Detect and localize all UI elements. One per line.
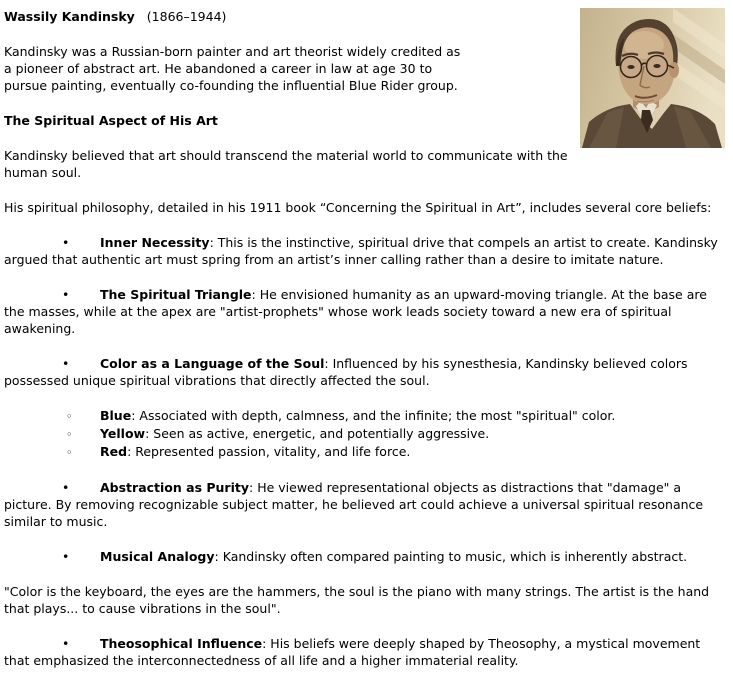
artist-name: Wassily Kandinsky (4, 9, 135, 24)
bullet-term: Inner Necessity (100, 235, 210, 250)
sub-bullet-term: Blue (100, 408, 132, 423)
bullet-term: Musical Analogy (100, 549, 215, 564)
bullet-marker-icon: • (62, 287, 70, 302)
bullet-text: : Influenced by his synesthesia, Kandinsky believed colors possessed unique spiritual vibrations that directly affected the soul. (4, 356, 688, 388)
section-heading: The Spiritual Aspect of His Art (4, 113, 218, 128)
sub-bullet-text: : Associated with depth, calmness, and the infinite; the most "spiritual" color. (131, 408, 616, 423)
sub-bullet-item-blue (4, 407, 727, 425)
bullet-term: Abstraction as Purity (100, 480, 250, 495)
bullet-marker-icon: • (62, 356, 70, 371)
bullet-term: Theosophical Influence (100, 636, 263, 651)
bullet-text: : He envisioned humanity as an upward-moving triangle. At the base are the masses, while at the apex are "artist-prophets" whose work leads society toward a new era of spiritual awakening. (4, 287, 707, 336)
bullet-text: : Kandinsky often compared painting to music, which is inherently abstract. (214, 549, 688, 564)
sub-bullet-text: : Represented passion, vitality, and life force. (127, 444, 411, 459)
sub-bullet-marker-icon: ◦ (66, 410, 73, 423)
bullet-text: : His beliefs were deeply shaped by Theosophy, a mystical movement that emphasized the interconnectedness of all life and a higher immaterial reality. (4, 636, 701, 668)
bullet-marker-icon: • (62, 636, 70, 651)
bullet-item-inner-necessity (4, 234, 727, 268)
sub-bullet-marker-icon: ◦ (66, 428, 73, 441)
bullet-item-color-language (4, 355, 727, 389)
bullet-term: Color as a Language of the Soul (100, 356, 325, 371)
sub-bullet-item-yellow (4, 425, 727, 443)
ear (669, 62, 679, 78)
sub-bullet-term: Red (100, 444, 128, 459)
bullet-item-musical-analogy (4, 548, 727, 565)
artist-years: (1866–1944) (146, 9, 227, 24)
sub-bullet-item-red (4, 443, 727, 461)
intro-paragraph: Kandinsky was a Russian-born painter and art theorist widely credited as a pioneer of abstract art. He abandoned a career in law at age 30 to pursue painting, eventually co-founding the influential Blue Rider group. (4, 44, 461, 93)
bullet-text: : This is the instinctive, spiritual drive that compels an artist to create. Kandinsky argued that authentic art must spring from an artist’s inner calling rather than a desire to imitate nature. (4, 235, 718, 267)
bullet-text: : He viewed representational objects as distractions that "damage" a picture. By removing recognizable subject matter, he believed art could achieve a universal spiritual resonance similar to music. (4, 480, 704, 529)
bullet-marker-icon: • (62, 235, 70, 250)
portrait-image (580, 8, 725, 148)
bullet-item-abstraction-purity (4, 479, 727, 530)
bullet-item-theosophical-influence (4, 635, 727, 669)
sub-bullet-term: Yellow (100, 426, 146, 441)
bullet-marker-icon: • (62, 480, 70, 495)
sub-bullet-text: : Seen as active, energetic, and potentially aggressive. (145, 426, 490, 441)
color-sub-list (4, 407, 727, 461)
quote-paragraph: "Color is the keyboard, the eyes are the hammers, the soul is the piano with many strings. The artist is the hand that plays... to cause vibrations in the soul". (4, 584, 710, 616)
kandinsky-portrait-photo (580, 8, 725, 148)
sub-bullet-marker-icon: ◦ (66, 446, 73, 459)
bullet-item-spiritual-triangle (4, 286, 727, 337)
soul-paragraph: Kandinsky believed that art should transcend the material world to communicate with the human soul. (4, 148, 568, 180)
bullet-marker-icon: • (62, 549, 70, 564)
philosophy-paragraph: His spiritual philosophy, detailed in his 1911 book “Concerning the Spiritual in Art”, includes several core beliefs: (4, 200, 712, 215)
bullet-term: The Spiritual Triangle (100, 287, 252, 302)
